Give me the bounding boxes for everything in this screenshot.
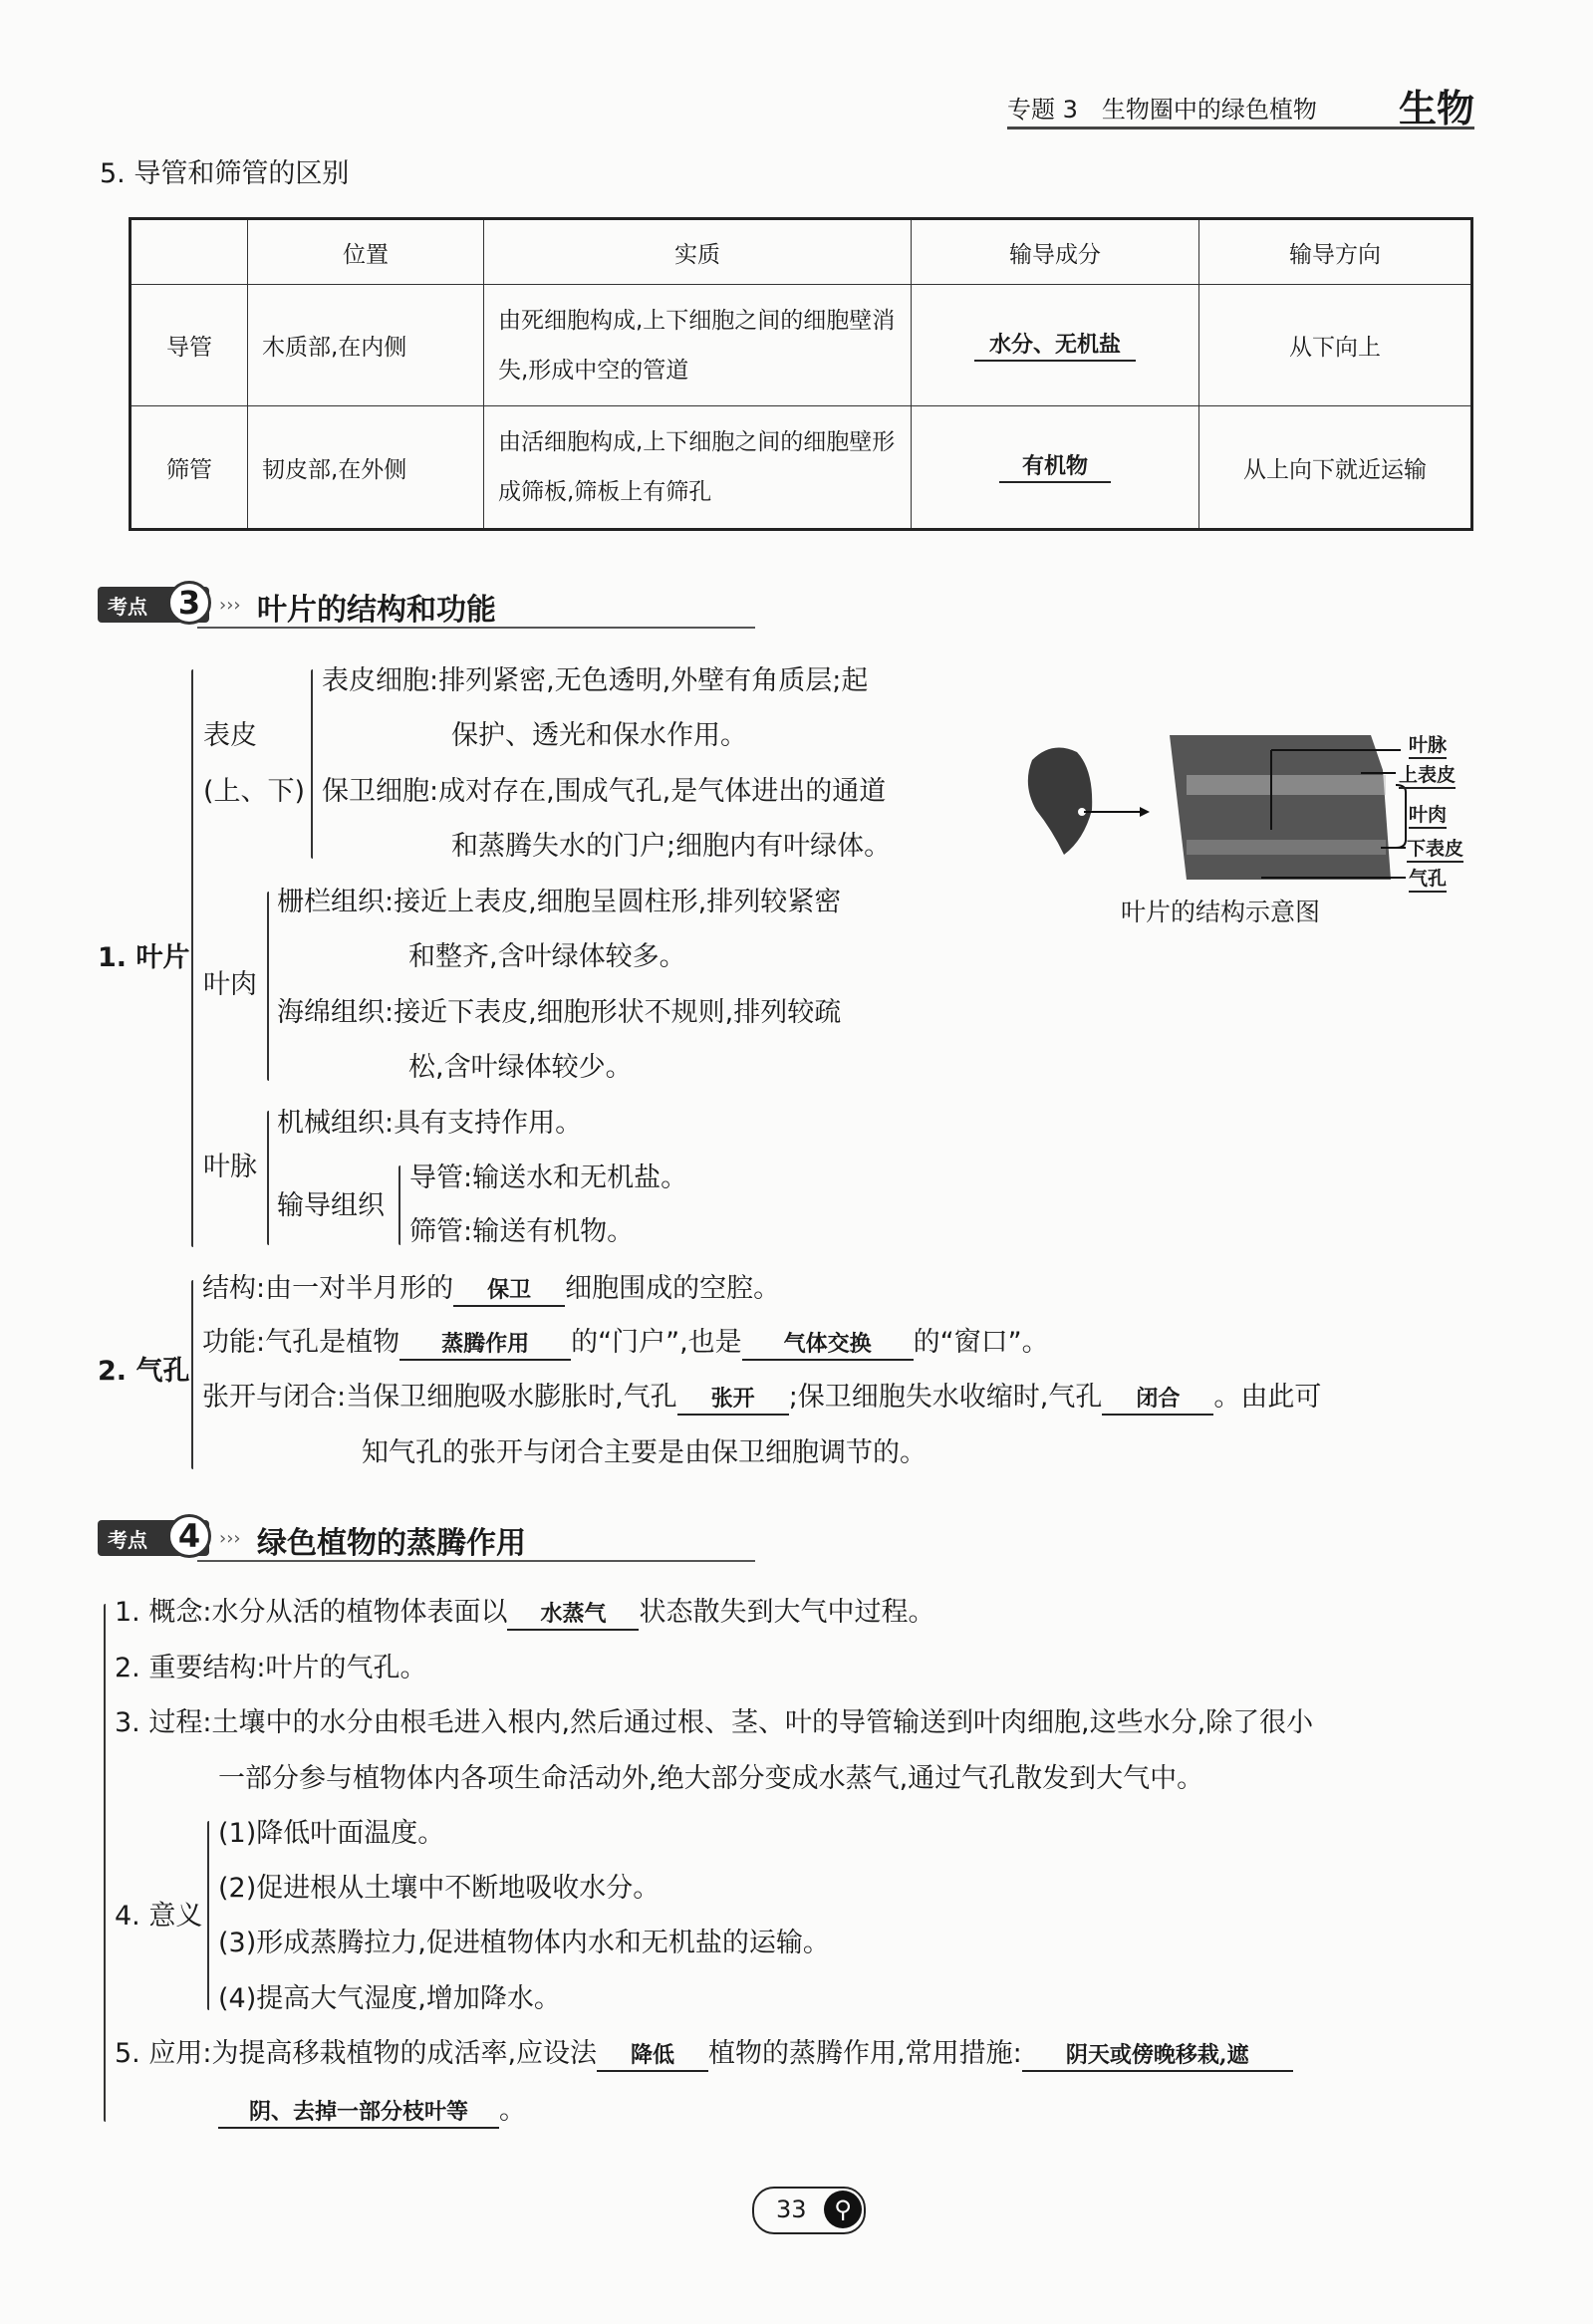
answer-blank: 保卫 <box>453 1275 565 1307</box>
table-row <box>131 406 1472 530</box>
text-line: 筛管:输送有机物。 <box>409 1216 635 1247</box>
answer-blank: 闭合 <box>1102 1384 1213 1416</box>
text-line: 2. 重要结构:叶片的气孔。 <box>115 1653 427 1683</box>
answer-blank: 阴、去掉一部分枝叶等 <box>218 2097 499 2129</box>
answer-blank: 气体交换 <box>742 1329 914 1361</box>
text-line: 松,含叶绿体较少。 <box>408 1052 633 1083</box>
leaf-label: 1. 叶片 <box>98 942 190 973</box>
text-line: 3. 过程:土壤中的水分由根毛进入根内,然后通过根、茎、叶的导管输送到叶肉细胞,这些水分,除了很小 <box>115 1707 1314 1738</box>
mesophyll-label: 叶肉 <box>203 969 257 1000</box>
row-name: 导管 <box>131 285 248 406</box>
text-line: 和整齐,含叶绿体较多。 <box>408 941 686 972</box>
vein-label: 叶脉 <box>203 1152 257 1182</box>
heading-title: 叶片的结构和功能 <box>257 593 496 628</box>
text-line: 表皮细胞:排列紧密,无色透明,外壁有角质层;起 <box>322 665 869 696</box>
header-cell: 实质 <box>484 219 912 285</box>
header-cell: 输导成分 <box>912 219 1199 285</box>
cell: 从下向上 <box>1199 285 1472 406</box>
figure-label: 叶脉 <box>1409 730 1447 759</box>
section-title: 5. 导管和筛管的区别 <box>100 158 350 189</box>
text-line: 一部分参与植物体内各项生命活动外,绝大部分变成水蒸气,通过气孔散发到大气中。 <box>218 1763 1204 1794</box>
stoma-label: 2. 气孔 <box>98 1356 190 1387</box>
stoma-line: 功能:气孔是植物 蒸腾作用 的“门户”,也是 气体交换 的“窗口”。 <box>202 1325 1049 1361</box>
epidermis-label: 表皮 <box>203 720 257 751</box>
answer-blank: 阴天或傍晚移栽,遮 <box>1022 2040 1293 2072</box>
cell: 由死细胞构成,上下细胞之间的细胞壁消失,形成中空的管道 <box>484 285 912 406</box>
text-line: 4. 意义 <box>115 1901 203 1932</box>
answer-blank: 降低 <box>597 2040 708 2072</box>
text-line: 和蒸腾失水的门户;细胞内有叶绿体。 <box>451 831 892 862</box>
text-line: 栅栏组织:接近上表皮,细胞呈圆柱形,排列较紧密 <box>277 887 842 917</box>
cell: 从上向下就近运输 <box>1199 406 1472 530</box>
list-item: (4)提高大气湿度,增加降水。 <box>218 1983 561 2014</box>
vessel-sieve-table <box>129 217 1473 531</box>
stoma-line: 张开与闭合:当保卫细胞吸水膨胀时,气孔 张开 ;保卫细胞失水收缩时,气孔 闭合 。由此可 <box>202 1380 1321 1416</box>
header-cell: 输导方向 <box>1199 219 1472 285</box>
leaf-diagram <box>1022 730 1474 890</box>
table-row <box>131 285 1472 406</box>
leaf-structure-figure <box>1022 730 1474 890</box>
list-item: (2)促进根从土壤中不断地吸收水分。 <box>218 1873 661 1904</box>
answer-blank: 水蒸气 <box>507 1599 639 1631</box>
search-icon: ⚲ <box>824 2191 862 2228</box>
stoma-line: 知气孔的张开与闭合主要是由保卫细胞调节的。 <box>362 1437 927 1468</box>
list-item: (1)降低叶面温度。 <box>218 1818 445 1849</box>
answer-blank: 有机物 <box>999 451 1111 483</box>
page-number-badge <box>752 2187 866 2234</box>
text-line: 输导组织 <box>277 1190 385 1221</box>
text-line: 机械组织:具有支持作用。 <box>277 1108 583 1139</box>
text-line: 保卫细胞:成对存在,围成气孔,是气体进出的通道 <box>322 776 887 807</box>
page-number: 33 <box>776 2195 807 2223</box>
heading-title: 绿色植物的蒸腾作用 <box>257 1526 526 1561</box>
arrows-icon: ››› <box>219 1528 241 1549</box>
text-line: 保护、透光和保水作用。 <box>451 720 747 751</box>
brace <box>191 669 193 1247</box>
cell: 由活细胞构成,上下细胞之间的细胞壁形成筛板,筛板上有筛孔 <box>484 406 912 530</box>
figure-label: 下表皮 <box>1407 834 1463 863</box>
figure-caption: 叶片的结构示意图 <box>1121 898 1321 926</box>
arrows-icon: ››› <box>219 595 241 616</box>
figure-label: 上表皮 <box>1399 760 1456 789</box>
section-heading-3 <box>98 583 795 627</box>
section-heading-4 <box>98 1516 795 1560</box>
kaodian-badge: 考点 3 <box>98 587 209 623</box>
text-line: 海绵组织:接近下表皮,细胞形状不规则,排列较疏 <box>277 997 842 1028</box>
stoma-line: 结构:由一对半月形的 保卫 细胞围成的空腔。 <box>202 1271 780 1307</box>
subject-label: 生物 <box>1398 87 1474 130</box>
cell: 木质部,在内侧 <box>248 285 484 406</box>
row-name: 筛管 <box>131 406 248 530</box>
answer-blank: 水分、无机盐 <box>974 330 1136 362</box>
kaodian-badge: 考点 4 <box>98 1520 209 1556</box>
text-line: 阴、去掉一部分枝叶等 。 <box>218 2093 526 2129</box>
list-item: (3)形成蒸腾拉力,促进植物体内水和无机盐的运输。 <box>218 1928 830 1958</box>
page-header <box>1007 82 1474 129</box>
answer-blank: 蒸腾作用 <box>399 1329 571 1361</box>
header-cell: 位置 <box>248 219 484 285</box>
header-cell <box>131 219 248 285</box>
text-line: 1. 概念:水分从活的植物体表面以 水蒸气 状态散失到大气中过程。 <box>115 1595 934 1631</box>
text-line: 5. 应用:为提高移栽植物的成活率,应设法 降低 植物的蒸腾作用,常用措施: 阴天或傍晚移栽,遮 <box>115 2036 1293 2072</box>
figure-label: 气孔 <box>1409 864 1447 893</box>
cell: 韧皮部,在外侧 <box>248 406 484 530</box>
epidermis-label-2: (上、下) <box>203 776 306 807</box>
figure-label: 叶肉 <box>1409 800 1447 829</box>
answer-blank: 张开 <box>677 1384 789 1416</box>
topic-title: 专题 3 生物圈中的绿色植物 <box>1007 96 1317 124</box>
text-line: 导管:输送水和无机盐。 <box>409 1162 688 1193</box>
